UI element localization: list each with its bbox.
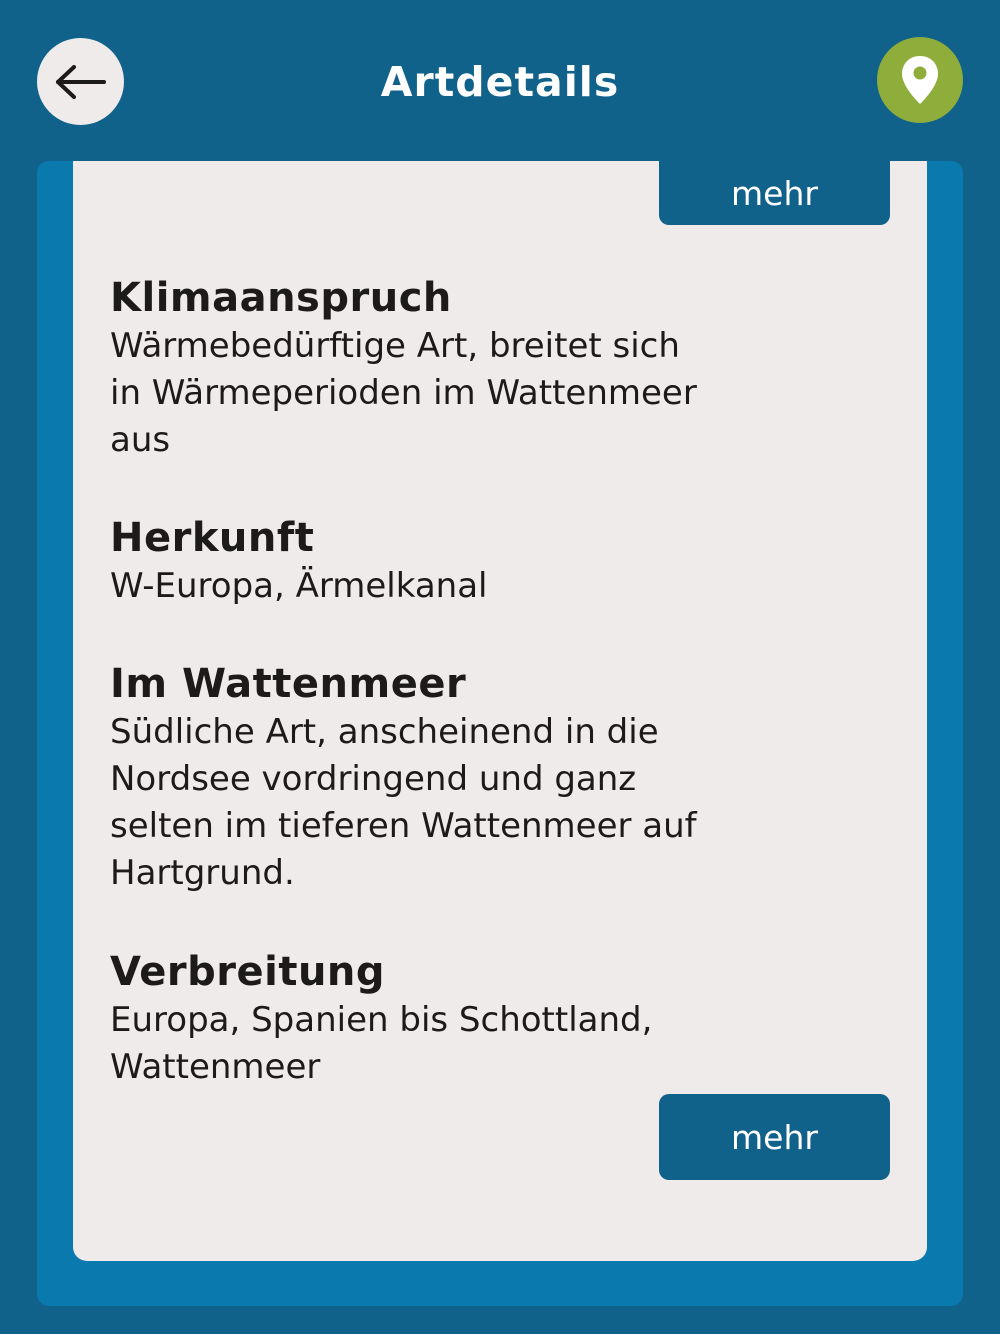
details-card (73, 161, 927, 1261)
map-pin-icon (900, 54, 940, 106)
section-wadden-sea (110, 659, 710, 897)
section-heading: Klimaanspruch (110, 275, 452, 321)
section-text: Südliche Art, anscheinend in die Nordsee vordringend und ganz selten im tieferen Wattenmeer auf Hartgrund. (110, 712, 697, 893)
section-climate (110, 273, 710, 464)
more-button-bottom[interactable]: mehr (659, 1094, 890, 1180)
section-text: Europa, Spanien bis Schottland, Wattenmeer (110, 1000, 653, 1087)
section-origin (110, 513, 710, 610)
section-text: W-Europa, Ärmelkanal (110, 566, 488, 606)
section-heading: Verbreitung (110, 949, 386, 995)
more-button-top[interactable]: mehr (659, 161, 890, 225)
map-button[interactable] (877, 37, 963, 123)
section-heading: Herkunft (110, 515, 315, 561)
section-distribution (110, 947, 710, 1091)
section-text: Wärmebedürftige Art, breitet sich in Wärmeperioden im Wattenmeer aus (110, 326, 697, 460)
section-heading: Im Wattenmeer (110, 661, 467, 707)
page-title: Artdetails (380, 58, 620, 106)
